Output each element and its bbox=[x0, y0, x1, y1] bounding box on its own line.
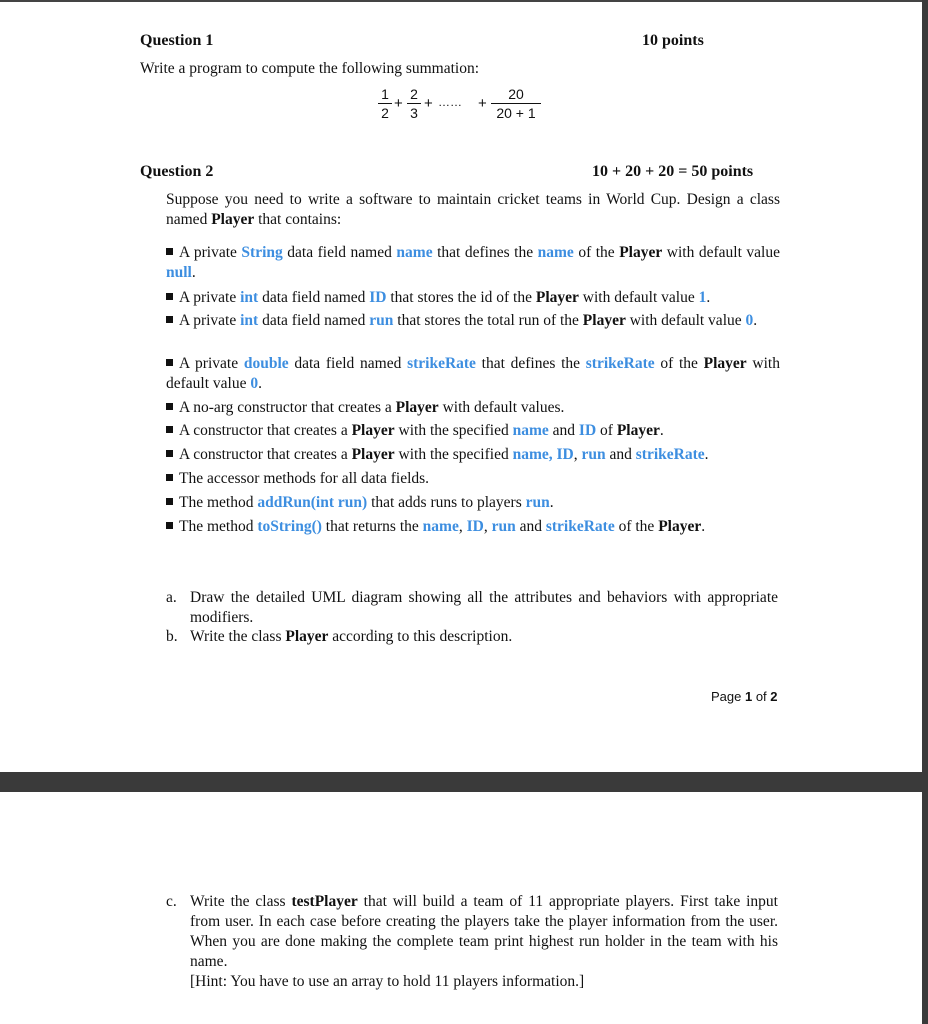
requirement-item: A private int data field named run that stores the total run of the Player with default value 0. bbox=[166, 311, 780, 331]
plus-sign: + bbox=[424, 95, 433, 112]
bullet-icon bbox=[166, 522, 173, 529]
question-1-prompt: Write a program to compute the following summation: bbox=[140, 60, 480, 77]
bullet-icon bbox=[166, 293, 173, 300]
requirement-item: The method addRun(int run) that adds runs to players run. bbox=[166, 493, 780, 513]
question-2-title: Question 2 bbox=[140, 163, 214, 180]
bullet-icon bbox=[166, 403, 173, 410]
denominator: 2 bbox=[381, 105, 389, 121]
requirement-item: The accessor methods for all data fields. bbox=[166, 469, 780, 489]
bullet-icon bbox=[166, 248, 173, 255]
question-1-points: 10 points bbox=[642, 32, 704, 49]
numerator: 1 bbox=[381, 86, 389, 102]
page-separator bbox=[0, 772, 928, 792]
requirement-item: A constructor that creates a Player with the specified name, ID, run and strikeRate. bbox=[166, 445, 780, 465]
numerator: 2 bbox=[410, 86, 418, 102]
task-c: c. Write the class testPlayer that will build a team of 11 appropriate players. First take input from user. In each case before creating the players take the player information from the user. When you are done making the complete team print highest run holder in the team with his name. [Hint: You have to use an array to hold 11 players information.] bbox=[166, 893, 778, 990]
plus-sign: + bbox=[478, 95, 487, 112]
hint-text: [Hint: You have to use an array to hold 11 players information.] bbox=[190, 973, 585, 990]
bullet-icon bbox=[166, 450, 173, 457]
requirement-item: A private int data field named ID that stores the id of the Player with default value 1. bbox=[166, 288, 780, 308]
ellipsis: …… bbox=[438, 95, 462, 109]
fraction-term-2 bbox=[407, 86, 421, 121]
numerator: 20 bbox=[508, 86, 524, 102]
requirement-item: A private String data field named name that defines the name of the Player with default value null. bbox=[166, 244, 780, 281]
question-1-title: Question 1 bbox=[140, 32, 214, 49]
task-b: b. Write the class Player according to this description. bbox=[166, 628, 513, 645]
bullet-icon bbox=[166, 426, 173, 433]
plus-sign: + bbox=[394, 95, 403, 112]
task-a: a. Draw the detailed UML diagram showing all the attributes and behaviors with appropriate modifiers. bbox=[166, 589, 778, 626]
fraction-term-1 bbox=[378, 86, 392, 121]
requirement-item: A private double data field named strikeRate that defines the strikeRate of the Player with default value 0. bbox=[166, 355, 780, 392]
question-2-intro: Suppose you need to write a software to maintain cricket teams in World Cup. Design a class named Player that contains: bbox=[166, 191, 780, 228]
bullet-icon bbox=[166, 498, 173, 505]
bullet-icon bbox=[166, 316, 173, 323]
question-2-points: 10 + 20 + 20 = 50 points bbox=[592, 163, 754, 180]
denominator: 20 + 1 bbox=[496, 105, 536, 121]
page-number: Page 1 of 2 bbox=[711, 689, 778, 704]
requirement-item: A no-arg constructor that creates a Player with default values. bbox=[166, 398, 780, 418]
page-2 bbox=[0, 792, 922, 1024]
viewer-scrollbar-edge bbox=[922, 0, 928, 1024]
requirement-item: The method toString() that returns the name, ID, run and strikeRate of the Player. bbox=[166, 517, 780, 537]
requirement-item: A constructor that creates a Player with the specified name and ID of Player. bbox=[166, 421, 780, 441]
denominator: 3 bbox=[410, 105, 418, 121]
bullet-icon bbox=[166, 474, 173, 481]
bullet-icon bbox=[166, 359, 173, 366]
fraction-term-n bbox=[491, 86, 541, 121]
